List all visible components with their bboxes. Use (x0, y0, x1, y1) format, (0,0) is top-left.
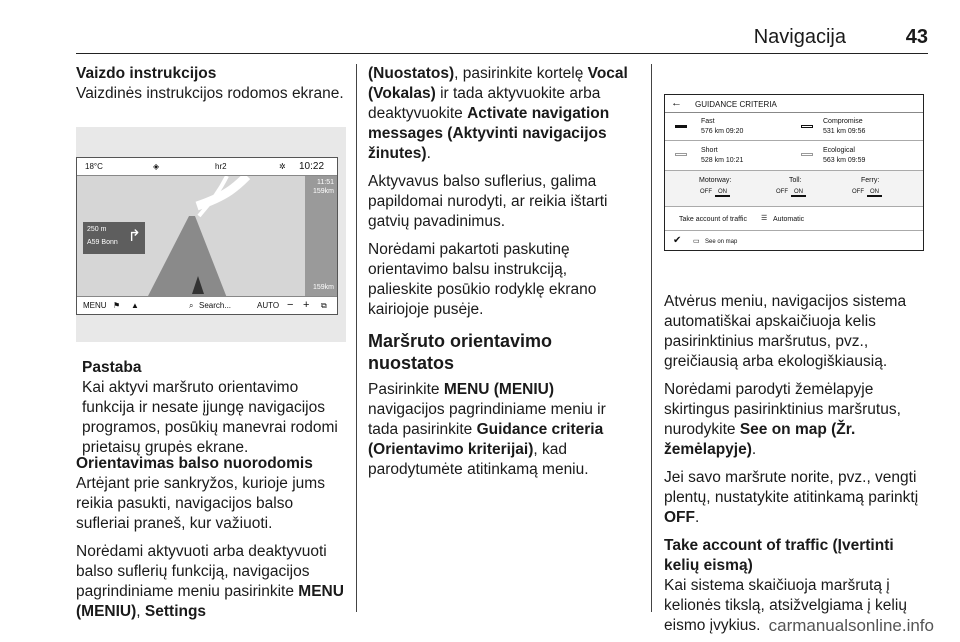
heading-balso: Orientavimas balso nuorodomis (76, 455, 313, 472)
route-compromise-info: 531 km 09:56 (823, 128, 866, 135)
traffic-label: Take account of traffic (679, 216, 747, 223)
paragraph: Aktyvavus balso suflerius, galima papildomai nurodyti, ar reikia ištarti gatvių pavadinimus. (368, 173, 608, 230)
settings-term: Settings (144, 603, 207, 620)
toggle-off[interactable]: OFF (852, 189, 864, 195)
map-screenshot (76, 127, 346, 342)
paragraph (664, 380, 928, 460)
map-info-sidebar (305, 176, 337, 298)
term: Vocal (Vokalas) (368, 65, 628, 102)
text-run: , (136, 603, 145, 620)
column-1-lower (76, 454, 348, 630)
ferry-label: Ferry: (861, 177, 880, 184)
paragraph (368, 380, 632, 480)
heading-traffic: Take account of traffic (Įvertinti kelių eismą) (664, 537, 894, 574)
text-run: , kad parodytumėte atitinkamą meniu. (368, 441, 589, 478)
options-icon[interactable]: ⧉ (321, 301, 327, 310)
heading-vaizdo: Vaizdo instrukcijos (76, 65, 217, 82)
column-divider (356, 64, 357, 612)
text-run: ir tada aktyvuokite arba deaktyvuokite (368, 85, 601, 122)
menu-button[interactable]: MENU (83, 301, 107, 310)
checkmark-icon[interactable]: ✔ (673, 235, 682, 246)
compass-icon[interactable]: ▲ (131, 301, 139, 310)
paragraph: Kai sistema skaičiuoja maršrutą į kelionės tikslą, atsižvelgiama į kelių eismo įvykius. (664, 577, 907, 634)
route-row (665, 141, 923, 171)
avoid-options-row (665, 171, 923, 207)
map-top-bar (77, 158, 337, 176)
term: (Nuostatos) (368, 65, 455, 82)
route-line-icon (801, 153, 813, 156)
text-run: navigacijos pagrindiniame meniu ir tada pasirinkite (368, 401, 606, 438)
turn-distance: 250 m (87, 226, 107, 233)
page-header (76, 26, 928, 54)
remaining-distance: 159km (312, 188, 334, 195)
paragraph: Vaizdinės instrukcijos rodomos ekrane. (76, 85, 344, 102)
search-field[interactable]: Search... (199, 301, 232, 310)
note-block (82, 358, 348, 466)
route-line-icon (801, 125, 813, 128)
note-title: Pastaba (82, 359, 142, 376)
motorway-label: Motorway: (699, 177, 732, 184)
paragraph (664, 468, 928, 528)
arrival-time: 11:51 (317, 179, 334, 186)
column-2 (368, 64, 632, 488)
guidance-title: GUIDANCE CRITERIA (695, 100, 777, 109)
route-line-icon (675, 125, 687, 128)
heading-nuostatos: Maršruto orientavimo nuostatos (368, 331, 553, 373)
paragraph: Norėdami pakartoti paskutinę orientavimo balsu instrukciją, palieskite posūkio rodyklę ekrano kairiojoje pusėje. (368, 241, 597, 318)
section-title: Navigacija (753, 26, 846, 48)
text-run: , pasirinkite kortelę (454, 65, 588, 82)
zoom-in-button[interactable]: + (303, 299, 310, 311)
route-short-label[interactable]: Short (701, 147, 718, 154)
toggle-on[interactable]: ON (791, 189, 806, 197)
route-fast-label[interactable]: Fast (701, 118, 715, 125)
paragraph (76, 542, 348, 622)
back-arrow-icon[interactable]: ← (671, 97, 682, 109)
traffic-value[interactable]: Automatic (773, 216, 805, 223)
column-divider (651, 64, 652, 612)
see-on-map-button[interactable]: See on map (705, 239, 738, 245)
map-display (76, 157, 338, 315)
route-eco-label[interactable]: Ecological (823, 147, 855, 154)
map-icon: ▭ (693, 238, 700, 245)
guidance-header (665, 95, 923, 113)
text-run: Norėdami parodyti žemėlapyje skirtingus pasirinktinius maršrutus, nurodykite (664, 381, 901, 438)
map-bottom-bar (77, 296, 337, 314)
ferry-toggle[interactable] (849, 189, 882, 197)
paragraph: Artėjant prie sankryžos, kurioje jums reikia pasukti, navigacijos balso sufleriai praneš, kur važiuoti. (76, 475, 325, 532)
page-number: 43 (905, 26, 928, 48)
column-1 (76, 64, 348, 112)
gear-icon: ✲ (279, 162, 286, 171)
toggle-on[interactable]: ON (867, 189, 882, 197)
guidance-footer (665, 231, 923, 252)
guidance-criteria-screenshot (664, 94, 924, 251)
watermark: carmanualsonline.info (768, 616, 934, 635)
turn-road: A59 Bonn (87, 239, 118, 246)
location-icon: ◈ (153, 162, 160, 171)
term: Activate navigation messages (Aktyvinti navigacijos žinutes) (368, 105, 610, 162)
term: Guidance criteria (Orientavimo kriterijai) (368, 421, 604, 458)
route-eco-info: 563 km 09:59 (823, 157, 866, 164)
text-run: . (751, 441, 757, 458)
text-run: . (426, 145, 431, 162)
text-run: Pasirinkite (368, 381, 444, 398)
zoom-out-button[interactable]: − (287, 299, 294, 311)
temperature: 18°C (85, 162, 103, 171)
route-short-info: 528 km 10:21 (701, 157, 744, 164)
flag-icon[interactable]: ⚑ (113, 301, 121, 310)
paragraph: Atvėrus meniu, navigacijos sistema automatiškai apskaičiuoja kelis pasirinktinius maršrutus, pvz., greičiausią arba ekologiškiausią. (664, 293, 907, 370)
note-text: Kai aktyvi maršruto orientavimo funkcija ir nesate įjungę navigacijos programos, posūkių manevrai rodomi prietaisų grupės ekrane. (82, 379, 338, 456)
term: OFF (664, 509, 695, 526)
toggle-off[interactable]: OFF (700, 189, 712, 195)
menu-term: MENU (MENIU) (76, 583, 344, 620)
turn-instruction[interactable] (83, 222, 145, 254)
term: MENU (MENIU) (443, 381, 555, 398)
auto-zoom-label[interactable]: AUTO (257, 301, 280, 310)
toggle-on[interactable]: ON (715, 189, 730, 197)
traffic-row[interactable] (665, 207, 923, 231)
text-run: Jei savo maršrute norite, pvz., vengti plentų, nustatykite atitinkamą parinktį (664, 469, 919, 506)
route-row (665, 113, 923, 141)
search-icon[interactable]: ⌕ (189, 301, 194, 310)
toll-toggle[interactable] (773, 189, 806, 197)
toll-label: Toll: (789, 177, 802, 184)
map-area (77, 176, 305, 298)
toggle-off[interactable]: OFF (776, 189, 788, 195)
clock: 10:22 (299, 161, 325, 172)
route-fast-info: 576 km 09:20 (701, 128, 744, 135)
turn-arrow-icon[interactable]: ↱ (127, 228, 141, 245)
motorway-toggle[interactable] (697, 189, 730, 197)
paragraph (368, 64, 632, 164)
list-icon: ☰ (761, 215, 768, 222)
text-run: Norėdami aktyvuoti arba deaktyvuoti balso suflerių funkciją, navigacijos pagrindiniame meniu pasirinkite (76, 543, 327, 600)
text-run: . (695, 509, 700, 526)
source-label: hr2 (215, 162, 227, 171)
remaining-distance-bottom: 159km (312, 284, 334, 291)
route-compromise-label[interactable]: Compromise (823, 118, 863, 125)
term: See on map (Žr. žemėlapyje) (664, 421, 856, 458)
column-3 (664, 292, 928, 642)
route-line-icon (675, 153, 687, 156)
